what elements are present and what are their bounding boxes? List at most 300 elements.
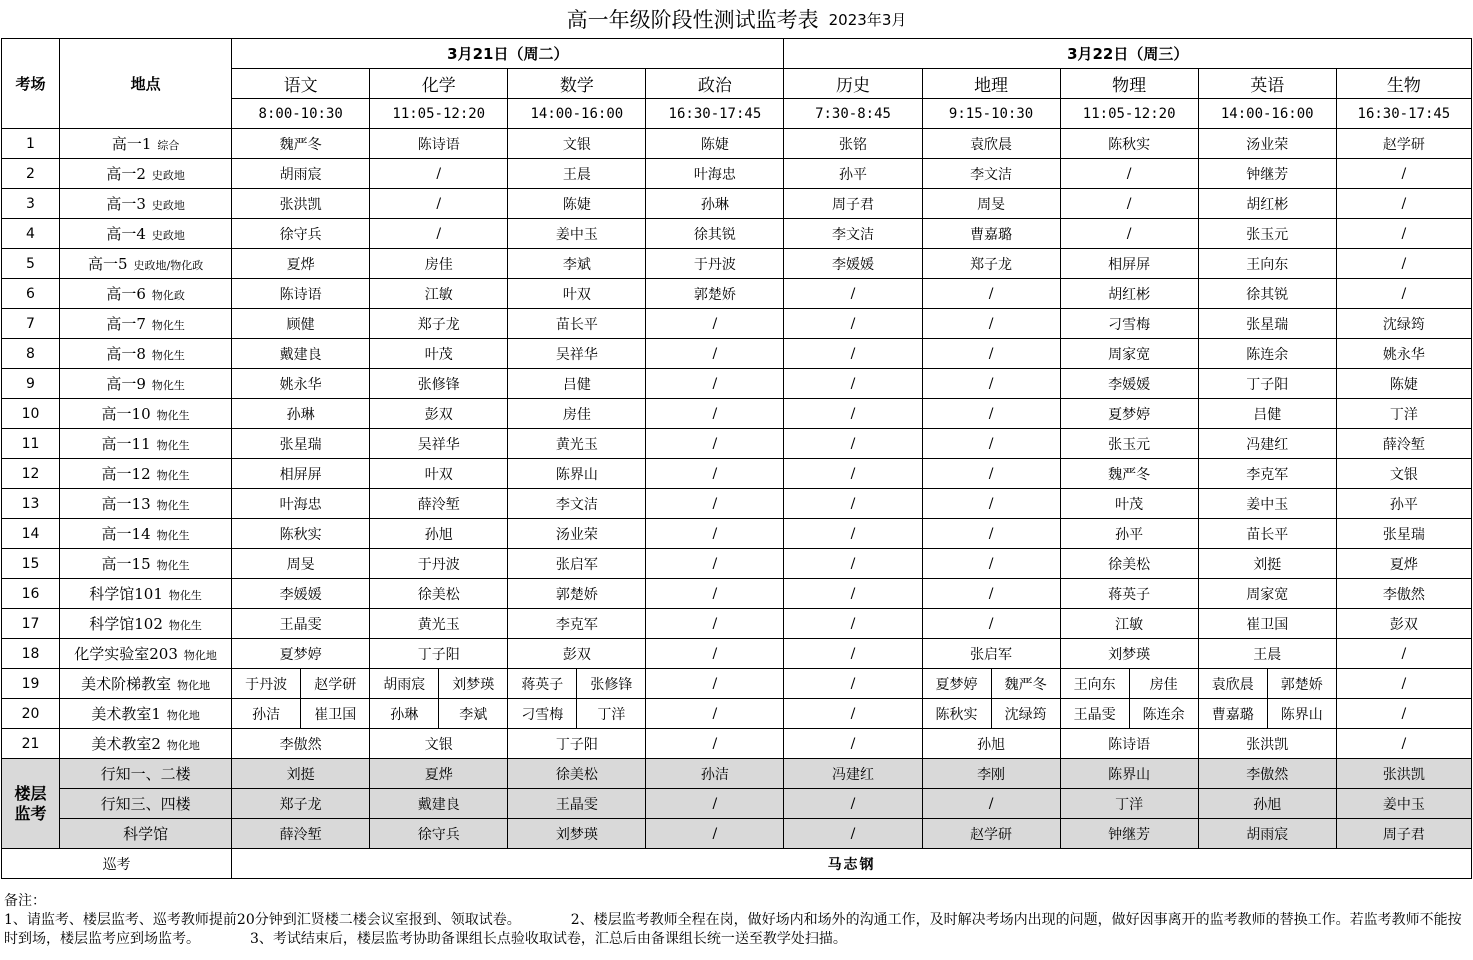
proctor-cell: /	[784, 729, 922, 759]
room-location	[60, 309, 232, 339]
proctor-cell: 夏梦婷	[1060, 399, 1198, 429]
floor-proctor-cell: 李刚	[922, 759, 1060, 789]
table-row	[2, 579, 1472, 609]
room-location	[60, 249, 232, 279]
room-name: 美术教室1	[91, 705, 161, 723]
proctor-cell: /	[922, 339, 1060, 369]
room-name: 美术阶梯教室	[81, 675, 172, 693]
proctor-cell: /	[784, 549, 922, 579]
floor-name: 行知一、二楼	[60, 759, 232, 789]
proctor-cell: 夏梦婷	[232, 639, 370, 669]
proctor-name: 蒋英子	[521, 676, 564, 693]
subject-header: 数学	[508, 69, 646, 99]
floor-proctor-cell: 夏烨	[370, 759, 508, 789]
proctor-cell: 王晨	[1198, 639, 1336, 669]
proctor-cell: /	[922, 489, 1060, 519]
proctor-cell: 李克军	[1198, 459, 1336, 489]
proctor-cell: /	[1336, 729, 1471, 759]
proctor-cell: 丁子阳	[508, 729, 646, 759]
room-number: 8	[2, 339, 60, 369]
room-name: 高一5	[87, 255, 128, 273]
room-number: 1	[2, 129, 60, 159]
table-row	[2, 729, 1472, 759]
room-number: 7	[2, 309, 60, 339]
room-name: 高一8	[106, 345, 146, 363]
room-tag: 物化生	[156, 469, 190, 482]
proctor-name: 陈连余	[1129, 699, 1198, 728]
proctor-cell: 李文洁	[784, 219, 922, 249]
proctor-cell: 徐其锐	[1198, 279, 1336, 309]
proctor-cell: 姜中玉	[508, 219, 646, 249]
floor-proctor-cell: 孙洁	[646, 759, 784, 789]
proctor-cell: 房佳	[370, 249, 508, 279]
proctor-cell: 于丹波	[370, 549, 508, 579]
room-number: 6	[2, 279, 60, 309]
floor-row	[2, 759, 1472, 789]
proctor-cell: 叶海忠	[646, 159, 784, 189]
room-name: 化学实验室203	[74, 645, 178, 663]
patrol-name: 马志钢	[232, 849, 1472, 879]
room-number: 5	[2, 249, 60, 279]
header-row-days	[2, 39, 1472, 69]
room-location	[60, 519, 232, 549]
room-number: 3	[2, 189, 60, 219]
proctor-cell: 张玉元	[1060, 429, 1198, 459]
proctor-cell: 曹嘉璐	[922, 219, 1060, 249]
proctor-cell: /	[646, 369, 784, 399]
proctor-cell: 姜中玉	[1198, 489, 1336, 519]
proctor-cell: 汤业荣	[1198, 129, 1336, 159]
proctor-pair	[232, 699, 369, 728]
proctor-cell: /	[784, 699, 922, 729]
proctor-cell: /	[1336, 279, 1471, 309]
proctor-pair	[923, 669, 1060, 698]
time-header: 14:00-16:00	[1198, 99, 1336, 129]
proctor-name: 沈绿筠	[991, 699, 1060, 728]
title-date: 2023年3月	[828, 10, 907, 29]
proctor-cell: 张修锋	[370, 369, 508, 399]
proctor-cell: 顾健	[232, 309, 370, 339]
room-tag: 物化生	[151, 349, 185, 362]
proctor-cell: /	[922, 309, 1060, 339]
table-row	[2, 309, 1472, 339]
floor-proctor-cell: 冯建红	[784, 759, 922, 789]
proctor-cell: 刘梦瑛	[1060, 639, 1198, 669]
proctor-cell: /	[1336, 189, 1471, 219]
proctor-cell: 刁雪梅	[1060, 309, 1198, 339]
proctor-cell: /	[1060, 219, 1198, 249]
proctor-cell: /	[1060, 189, 1198, 219]
time-header: 9:15-10:30	[922, 99, 1060, 129]
proctor-pair	[232, 669, 369, 698]
proctor-name: 魏严冬	[991, 669, 1060, 698]
proctor-cell: 孙平	[784, 159, 922, 189]
notes-body	[4, 911, 1469, 949]
proctor-cell: 刘挺	[1198, 549, 1336, 579]
room-location	[60, 189, 232, 219]
proctor-cell: 李文洁	[922, 159, 1060, 189]
proctor-cell-pair	[922, 699, 1060, 729]
proctor-cell: 薛泠堑	[1336, 429, 1471, 459]
proctor-cell: 姚永华	[232, 369, 370, 399]
floor-proctor-cell: 戴建良	[370, 789, 508, 819]
proctor-cell: /	[1336, 639, 1471, 669]
floor-proctor-cell: 孙旭	[1198, 789, 1336, 819]
proctor-cell: /	[922, 279, 1060, 309]
proctor-cell-pair	[232, 669, 370, 699]
proctor-cell: /	[646, 399, 784, 429]
proctor-cell: /	[784, 339, 922, 369]
table-row	[2, 549, 1472, 579]
proctor-cell: 陈连余	[1198, 339, 1336, 369]
note-item-3: 3、考试结束后，楼层监考协助备课组长点验收取试卷，汇总后由备课组长统一送至教学处扫描。	[250, 931, 847, 947]
proctor-pair	[1199, 669, 1336, 698]
proctor-cell: 王晨	[508, 159, 646, 189]
floor-proctor-cell: 王晶雯	[508, 789, 646, 819]
proctor-cell: 彭双	[370, 399, 508, 429]
floor-row	[2, 789, 1472, 819]
room-number: 15	[2, 549, 60, 579]
proctor-cell: 王向东	[1198, 249, 1336, 279]
room-number: 11	[2, 429, 60, 459]
proctor-cell: 姚永华	[1336, 339, 1471, 369]
time-header: 7:30-8:45	[784, 99, 922, 129]
proctor-cell: /	[922, 609, 1060, 639]
room-location	[60, 639, 232, 669]
proctor-cell: /	[784, 609, 922, 639]
floor-proctor-cell: /	[646, 819, 784, 849]
proctor-cell: 陈秋实	[232, 519, 370, 549]
proctor-name: 陈界山	[1267, 699, 1336, 728]
time-header: 16:30-17:45	[1336, 99, 1471, 129]
room-name: 高一7	[106, 315, 146, 333]
proctor-cell: 郭楚娇	[508, 579, 646, 609]
room-tag: 物化生	[151, 319, 185, 332]
proctor-cell: 文银	[508, 129, 646, 159]
proctor-name: 袁欣晨	[1211, 676, 1254, 693]
proctor-cell: /	[646, 429, 784, 459]
room-number: 4	[2, 219, 60, 249]
floor-proctor-cell: 张洪凯	[1336, 759, 1471, 789]
proctor-cell-pair	[1060, 669, 1198, 699]
room-tag: 物化生	[156, 439, 190, 452]
proctor-cell: /	[784, 399, 922, 429]
room-tag: 物化生	[168, 619, 202, 632]
schedule-body	[2, 39, 1472, 879]
table-row	[2, 339, 1472, 369]
proctor-pair	[1061, 699, 1198, 728]
room-name: 科学馆102	[89, 615, 163, 633]
proctor-cell: 袁欣晨	[922, 129, 1060, 159]
subject-header: 政治	[646, 69, 784, 99]
proctor-cell: 张铭	[784, 129, 922, 159]
proctor-name: 夏梦婷	[935, 676, 978, 693]
room-tag: 综合	[157, 139, 180, 152]
proctor-cell: 孙平	[1060, 519, 1198, 549]
floor-proctor-cell: 钟继芳	[1060, 819, 1198, 849]
room-number: 2	[2, 159, 60, 189]
proctor-cell: 相屏屏	[232, 459, 370, 489]
room-location	[60, 369, 232, 399]
room-number: 19	[2, 669, 60, 699]
table-row	[2, 249, 1472, 279]
proctor-cell: 徐守兵	[232, 219, 370, 249]
room-tag: 物化生	[168, 589, 202, 602]
proctor-cell: 魏严冬	[232, 129, 370, 159]
proctor-cell: /	[646, 729, 784, 759]
proctor-cell: /	[784, 519, 922, 549]
proctor-cell: 赵学研	[1336, 129, 1471, 159]
room-tag: 史政地	[151, 199, 185, 212]
patrol-label: 巡考	[2, 849, 232, 879]
proctor-cell: 叶双	[508, 279, 646, 309]
room-tag: 物化政	[151, 289, 185, 302]
proctor-cell: 孙琳	[646, 189, 784, 219]
proctor-cell: /	[784, 669, 922, 699]
proctor-name: 胡雨宸	[383, 676, 426, 693]
time-header: 11:05-12:20	[370, 99, 508, 129]
proctor-cell-pair	[1198, 699, 1336, 729]
floor-proctor-cell: 丁洋	[1060, 789, 1198, 819]
proctor-cell: 陈诗语	[370, 129, 508, 159]
room-tag: 物化地	[177, 679, 211, 692]
proctor-cell: 李傲然	[232, 729, 370, 759]
proctor-cell: 陈诗语	[1060, 729, 1198, 759]
proctor-cell: 张星瑞	[1336, 519, 1471, 549]
proctor-name: 刁雪梅	[521, 706, 564, 723]
proctor-cell: 李文洁	[508, 489, 646, 519]
proctor-cell: 吴祥华	[370, 429, 508, 459]
proctor-cell-pair	[1198, 669, 1336, 699]
proctor-cell: /	[646, 339, 784, 369]
time-header: 11:05-12:20	[1060, 99, 1198, 129]
floor-name: 科学馆	[60, 819, 232, 849]
proctor-cell: /	[646, 549, 784, 579]
location-label: 地点	[60, 39, 232, 129]
proctor-cell: 张玉元	[1198, 219, 1336, 249]
proctor-cell: /	[922, 429, 1060, 459]
room-location	[60, 279, 232, 309]
proctor-cell: 孙琳	[232, 399, 370, 429]
proctor-name: 陈秋实	[935, 706, 978, 723]
proctor-cell: /	[922, 519, 1060, 549]
proctor-cell: /	[646, 489, 784, 519]
table-row	[2, 669, 1472, 699]
proctor-cell: 黄光玉	[370, 609, 508, 639]
proctor-cell: 陈界山	[508, 459, 646, 489]
table-row	[2, 369, 1472, 399]
proctor-cell: 丁子阳	[1198, 369, 1336, 399]
proctor-cell: 郭楚娇	[646, 279, 784, 309]
proctor-cell: /	[922, 399, 1060, 429]
time-header: 16:30-17:45	[646, 99, 784, 129]
proctor-cell: /	[1336, 669, 1471, 699]
time-header: 14:00-16:00	[508, 99, 646, 129]
table-row	[2, 459, 1472, 489]
proctor-cell: /	[370, 159, 508, 189]
proctor-pair	[508, 669, 645, 698]
proctor-cell: 戴建良	[232, 339, 370, 369]
proctor-cell: 叶茂	[370, 339, 508, 369]
proctor-cell: 吕健	[508, 369, 646, 399]
room-tag: 物化生	[156, 529, 190, 542]
proctor-cell: /	[922, 579, 1060, 609]
room-tag: 物化生	[156, 559, 190, 572]
proctor-cell: 周子君	[784, 189, 922, 219]
proctor-cell: 胡红彬	[1060, 279, 1198, 309]
table-row	[2, 519, 1472, 549]
patrol-row	[2, 849, 1472, 879]
room-label: 考场	[2, 39, 60, 129]
proctor-cell: /	[646, 309, 784, 339]
room-number: 14	[2, 519, 60, 549]
proctor-cell: /	[646, 639, 784, 669]
proctor-cell: 苗长平	[1198, 519, 1336, 549]
floor-proctor-cell: 徐美松	[508, 759, 646, 789]
proctor-name: 刘梦瑛	[438, 669, 507, 698]
proctor-pair	[370, 669, 507, 698]
proctor-name: 张修锋	[576, 669, 645, 698]
room-location	[60, 339, 232, 369]
room-tag: 物化地	[166, 739, 200, 752]
subject-header: 物理	[1060, 69, 1198, 99]
notes	[4, 892, 1469, 949]
floor-proctor-cell: 赵学研	[922, 819, 1060, 849]
proctor-cell: 沈绿筠	[1336, 309, 1471, 339]
proctor-cell: 叶茂	[1060, 489, 1198, 519]
proctor-cell: /	[370, 219, 508, 249]
proctor-cell: 崔卫国	[1198, 609, 1336, 639]
room-name: 高一6	[106, 285, 146, 303]
room-name: 高一13	[101, 495, 151, 513]
proctor-cell: 张星瑞	[232, 429, 370, 459]
page-title: 高一年级阶段性测试监考表	[566, 8, 819, 32]
note-item-2: 2、楼层监考教师全程在岗，做好场内和场外的沟通工作，及时解决考场内出现的问题，做好因事离开的监考教师的替换工作。若监考教师不能按时到场，楼层监考应到场监考。	[4, 912, 1462, 947]
proctor-pair	[1061, 669, 1198, 698]
floor-proctor-cell: /	[646, 789, 784, 819]
proctor-cell: 周旻	[922, 189, 1060, 219]
subject-header: 化学	[370, 69, 508, 99]
proctor-cell-pair	[922, 669, 1060, 699]
proctor-name: 房佳	[1129, 669, 1198, 698]
proctor-cell: /	[1336, 249, 1471, 279]
floor-row	[2, 819, 1472, 849]
proctor-cell: 吴祥华	[508, 339, 646, 369]
table-row	[2, 399, 1472, 429]
proctor-cell: 李傲然	[1336, 579, 1471, 609]
proctor-name: 赵学研	[300, 669, 369, 698]
day-1-header: 3月21日（周二）	[232, 39, 784, 69]
proctor-cell-pair	[232, 699, 370, 729]
proctor-cell: 孙平	[1336, 489, 1471, 519]
proctor-cell: /	[1336, 159, 1471, 189]
proctor-cell: 江敏	[1060, 609, 1198, 639]
room-name: 高一9	[106, 375, 146, 393]
room-name: 高一15	[101, 555, 151, 573]
proctor-cell: /	[784, 369, 922, 399]
room-name: 高一1	[111, 135, 152, 153]
proctor-cell: 孙旭	[922, 729, 1060, 759]
room-location	[60, 159, 232, 189]
room-name: 高一11	[101, 435, 151, 453]
proctor-cell: /	[646, 579, 784, 609]
room-tag: 史政地	[151, 169, 185, 182]
room-location	[60, 489, 232, 519]
proctor-cell: 叶双	[370, 459, 508, 489]
proctor-cell: 徐美松	[1060, 549, 1198, 579]
proctor-cell: 张洪凯	[1198, 729, 1336, 759]
floor-proctor-label: 楼层 监考	[2, 759, 60, 849]
room-number: 17	[2, 609, 60, 639]
room-tag: 物化生	[151, 379, 185, 392]
room-location	[60, 399, 232, 429]
floor-proctor-cell: 姜中玉	[1336, 789, 1471, 819]
room-number: 16	[2, 579, 60, 609]
proctor-cell: 徐其锐	[646, 219, 784, 249]
room-name: 科学馆101	[89, 585, 163, 603]
schedule-table	[1, 38, 1472, 879]
room-name: 高一12	[101, 465, 151, 483]
room-location	[60, 459, 232, 489]
proctor-cell: 叶海忠	[232, 489, 370, 519]
proctor-cell: /	[784, 579, 922, 609]
proctor-cell: 苗长平	[508, 309, 646, 339]
proctor-cell: 张启军	[508, 549, 646, 579]
proctor-cell: 孙旭	[370, 519, 508, 549]
proctor-pair	[923, 699, 1060, 728]
room-number: 20	[2, 699, 60, 729]
proctor-cell: 于丹波	[646, 249, 784, 279]
proctor-cell: 张启军	[922, 639, 1060, 669]
room-number: 21	[2, 729, 60, 759]
room-number: 9	[2, 369, 60, 399]
proctor-cell: 李媛媛	[232, 579, 370, 609]
proctor-name: 丁洋	[576, 699, 645, 728]
proctor-cell: 徐美松	[370, 579, 508, 609]
room-tag: 物化生	[156, 499, 190, 512]
room-location	[60, 579, 232, 609]
table-row	[2, 219, 1472, 249]
room-location	[60, 729, 232, 759]
room-location	[60, 699, 232, 729]
proctor-name: 李斌	[438, 699, 507, 728]
proctor-cell: 李克军	[508, 609, 646, 639]
proctor-cell: /	[784, 489, 922, 519]
subject-header: 生物	[1336, 69, 1471, 99]
proctor-cell: 夏烨	[232, 249, 370, 279]
proctor-name: 崔卫国	[300, 699, 369, 728]
proctor-cell: /	[784, 429, 922, 459]
room-tag: 物化地	[166, 709, 200, 722]
proctor-name: 曹嘉璐	[1211, 706, 1254, 723]
subject-header: 历史	[784, 69, 922, 99]
proctor-cell: 张洪凯	[232, 189, 370, 219]
proctor-cell: 钟继芳	[1198, 159, 1336, 189]
proctor-cell: 李斌	[508, 249, 646, 279]
proctor-cell: 文银	[1336, 459, 1471, 489]
proctor-pair	[1199, 699, 1336, 728]
proctor-cell: /	[784, 279, 922, 309]
table-row	[2, 279, 1472, 309]
room-number: 10	[2, 399, 60, 429]
room-tag: 物化地	[183, 649, 217, 662]
room-number: 18	[2, 639, 60, 669]
room-name: 高一10	[101, 405, 151, 423]
proctor-cell: 汤业荣	[508, 519, 646, 549]
room-name: 高一14	[101, 525, 151, 543]
proctor-cell-pair	[370, 699, 508, 729]
proctor-name: 于丹波	[245, 676, 288, 693]
